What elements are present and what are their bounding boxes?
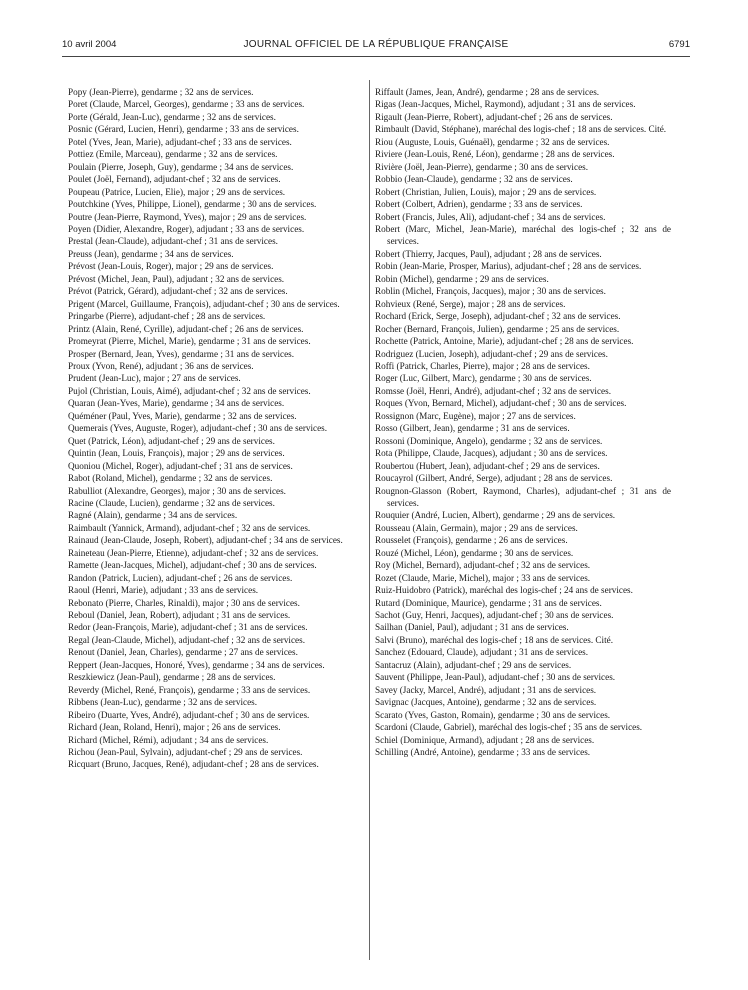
list-item: Rocher (Bernard, François, Julien), gendarme ; 25 ans de services. bbox=[375, 323, 620, 334]
list-item: Prévost (Jean-Louis, Roger), major ; 29 ans de services. bbox=[68, 261, 274, 272]
list-item: Popy (Jean-Pierre), gendarme ; 32 ans de services. bbox=[68, 87, 254, 97]
list-item: Rivière (Joël, Jean-Pierre), gendarme ; 30 ans de services. bbox=[375, 161, 589, 172]
list-item: Sauvent (Philippe, Jean-Paul), adjudant-chef ; 30 ans de services. bbox=[375, 672, 616, 683]
list-item: Richard (Jean, Roland, Henri), major ; 26 ans de services. bbox=[68, 722, 281, 733]
list-item: Reverdy (Michel, René, François), gendarme ; 33 ans de services. bbox=[68, 684, 311, 695]
list-item: Savignac (Jacques, Antoine), gendarme ; 32 ans de services. bbox=[375, 697, 597, 708]
list-item: Robert (Colbert, Adrien), gendarme ; 33 ans de services. bbox=[375, 199, 583, 210]
list-item: Poupeau (Patrice, Lucien, Elie), major ; 29 ans de services. bbox=[68, 186, 286, 197]
list-item: Redor (Jean-François, Marie), adjudant-chef ; 31 ans de services. bbox=[68, 622, 308, 633]
list-item: Prigent (Marcel, Guillaume, François), adjudant-chef ; 30 ans de services. bbox=[68, 298, 340, 309]
list-item: Prévot (Patrick, Gérard), adjudant-chef ; 32 ans de services. bbox=[68, 286, 288, 297]
list-item: Rouquier (André, Lucien, Albert), gendarme ; 29 ans de services. bbox=[375, 510, 616, 521]
list-item: Sachot (Guy, Henri, Jacques), adjudant-chef ; 30 ans de services. bbox=[375, 610, 614, 621]
list-item: Roblin (Michel, François, Jacques), major ; 30 ans de services. bbox=[375, 286, 606, 297]
list-item: Raineteau (Jean-Pierre, Etienne), adjudant-chef ; 32 ans de services. bbox=[68, 547, 319, 558]
list-item: Roubertou (Hubert, Jean), adjudant-chef ; 29 ans de services. bbox=[375, 460, 600, 471]
list-item: Quaran (Jean-Yves, Marie), gendarme ; 34 ans de services. bbox=[68, 398, 285, 409]
list-item: Schiel (Dominique, Armand), adjudant ; 28 ans de services. bbox=[375, 734, 595, 745]
list-item: Santacruz (Alain), adjudant-chef ; 29 ans de services. bbox=[375, 659, 572, 670]
header-rule bbox=[62, 56, 690, 57]
list-item: Pujol (Christian, Louis, Aimé), adjudant-chef ; 32 ans de services. bbox=[68, 385, 311, 396]
list-item: Savey (Jacky, Marcel, André), adjudant ; 31 ans de services. bbox=[375, 684, 597, 695]
list-item: Rigault (Jean-Pierre, Robert), adjudant-chef ; 26 ans de services. bbox=[375, 111, 613, 122]
list-item: Prudent (Jean-Luc), major ; 27 ans de services. bbox=[68, 373, 241, 384]
list-item: Robert (Marc, Michel, Jean-Marie), maréchal des logis-chef ; 32 ans de services. bbox=[375, 223, 671, 247]
list-item: Robert (Francis, Jules, Ali), adjudant-chef ; 34 ans de services. bbox=[375, 211, 606, 222]
list-item: Riffault (James, Jean, André), gendarme ; 28 ans de services. bbox=[375, 87, 600, 97]
list-item: Romsse (Joël, Henri, André), adjudant-chef ; 32 ans de services. bbox=[375, 385, 611, 396]
list-item: Ruiz-Huidobro (Patrick), maréchal des logis-chef ; 24 ans de services. bbox=[375, 585, 633, 596]
list-item: Rouzé (Michel, Léon), gendarme ; 30 ans de services. bbox=[375, 547, 574, 558]
list-item: Ragné (Alain), gendarme ; 34 ans de services. bbox=[68, 510, 238, 521]
list-item: Rabulliot (Alexandre, Georges), major ; 30 ans de services. bbox=[68, 485, 286, 496]
column-divider bbox=[369, 80, 370, 960]
list-item: Printz (Alain, René, Cyrille), adjudant-chef ; 26 ans de services. bbox=[68, 323, 304, 334]
issue-date: 10 avril 2004 bbox=[62, 39, 117, 50]
right-column bbox=[375, 86, 671, 758]
list-item: Ricquart (Bruno, Jacques, René), adjudant-chef ; 28 ans de services. bbox=[68, 759, 319, 770]
list-item: Quemerais (Yves, Auguste, Roger), adjudant-chef ; 30 ans de services. bbox=[68, 423, 328, 434]
list-item: Prosper (Bernard, Jean, Yves), gendarme ; 31 ans de services. bbox=[68, 348, 295, 359]
list-item: Roucayrol (Gilbert, André, Serge), adjudant ; 28 ans de services. bbox=[375, 473, 613, 484]
list-item: Roy (Michel, Bernard), adjudant-chef ; 32 ans de services. bbox=[375, 560, 591, 571]
list-item: Ribeiro (Duarte, Yves, André), adjudant-chef ; 30 ans de services. bbox=[68, 709, 310, 720]
list-item: Poulet (Joël, Fernand), adjudant-chef ; 32 ans de services. bbox=[68, 174, 281, 185]
list-item: Rimbault (David, Stéphane), maréchal des logis-chef ; 18 ans de services. Cité. bbox=[375, 124, 667, 135]
list-item: Reppert (Jean-Jacques, Honoré, Yves), gendarme ; 34 ans de services. bbox=[68, 659, 325, 670]
list-item: Riviere (Jean-Louis, René, Léon), gendarme ; 28 ans de services. bbox=[375, 149, 615, 160]
list-item: Rossoni (Dominique, Angelo), gendarme ; 32 ans de services. bbox=[375, 435, 603, 446]
list-item: Quoniou (Michel, Roger), adjudant-chef ; 31 ans de services. bbox=[68, 460, 293, 471]
list-item: Pottiez (Emile, Marceau), gendarme ; 32 ans de services. bbox=[68, 149, 278, 160]
list-item: Rainaud (Jean-Claude, Joseph, Robert), adjudant-chef ; 34 ans de services. bbox=[68, 535, 343, 546]
list-item: Rougnon-Glasson (Robert, Raymond, Charles), adjudant-chef ; 31 ans de services. bbox=[375, 485, 671, 508]
list-item: Porte (Gérald, Jean-Luc), gendarme ; 32 ans de services. bbox=[68, 111, 276, 122]
list-item: Reszkiewicz (Jean-Paul), gendarme ; 28 ans de services. bbox=[68, 672, 276, 683]
list-item: Rigas (Jean-Jacques, Michel, Raymond), adjudant ; 31 ans de services. bbox=[375, 99, 636, 110]
list-item: Quéméner (Paul, Yves, Marie), gendarme ; 32 ans de services. bbox=[68, 410, 297, 421]
list-item: Promeyrat (Pierre, Michel, Marie), gendarme ; 31 ans de services. bbox=[68, 336, 311, 347]
list-item: Racine (Claude, Lucien), gendarme ; 32 ans de services. bbox=[68, 497, 275, 508]
journal-title: JOURNAL OFFICIEL DE LA RÉPUBLIQUE FRANÇAISE bbox=[243, 39, 509, 50]
list-item: Rozet (Claude, Marie, Michel), major ; 33 ans de services. bbox=[375, 572, 591, 583]
list-item: Rodriguez (Lucien, Joseph), adjudant-chef ; 29 ans de services. bbox=[375, 348, 608, 359]
list-item: Randon (Patrick, Lucien), adjudant-chef ; 26 ans de services. bbox=[68, 572, 293, 583]
list-item: Poyen (Didier, Alexandre, Roger), adjudant ; 33 ans de services. bbox=[68, 223, 305, 234]
list-item: Rosso (Gilbert, Jean), gendarme ; 31 ans de services. bbox=[375, 423, 570, 434]
list-item: Scarato (Yves, Gaston, Romain), gendarme ; 30 ans de services. bbox=[375, 709, 611, 720]
list-item: Rabot (Roland, Michel), gendarme ; 32 ans de services. bbox=[68, 473, 273, 484]
left-column bbox=[68, 86, 364, 771]
list-item: Roger (Luc, Gilbert, Marc), gendarme ; 30 ans de services. bbox=[375, 373, 592, 384]
list-item: Reboul (Daniel, Jean, Robert), adjudant ; 31 ans de services. bbox=[68, 610, 291, 621]
list-item: Richard (Michel, Rémi), adjudant ; 34 ans de services. bbox=[68, 734, 269, 745]
list-item: Rebonato (Pierre, Charles, Rinaldi), major ; 30 ans de services. bbox=[68, 597, 300, 608]
list-item: Roques (Yvon, Bernard, Michel), adjudant-chef ; 30 ans de services. bbox=[375, 398, 627, 409]
list-item: Rousseau (Alain, Germain), major ; 29 ans de services. bbox=[375, 522, 578, 533]
list-item: Preuss (Jean), gendarme ; 34 ans de services. bbox=[68, 248, 234, 259]
list-item: Raoul (Henri, Marie), adjudant ; 33 ans de services. bbox=[68, 585, 259, 596]
list-item: Raimbault (Yannick, Armand), adjudant-chef ; 32 ans de services. bbox=[68, 522, 311, 533]
list-item: Posnic (Gérard, Lucien, Henri), gendarme ; 33 ans de services. bbox=[68, 124, 299, 135]
list-item: Pringarbe (Pierre), adjudant-chef ; 28 ans de services. bbox=[68, 311, 266, 322]
list-item: Rochette (Patrick, Antoine, Marie), adjudant-chef ; 28 ans de services. bbox=[375, 336, 634, 347]
list-item: Scardoni (Claude, Gabriel), maréchal des logis-chef ; 35 ans de services. bbox=[375, 722, 643, 733]
list-item: Robbio (Jean-Claude), gendarme ; 32 ans de services. bbox=[375, 174, 573, 185]
list-item: Poret (Claude, Marcel, Georges), gendarme ; 33 ans de services. bbox=[68, 99, 305, 110]
list-item: Rohvieux (René, Serge), major ; 28 ans de services. bbox=[375, 298, 566, 309]
list-item: Quintin (Jean, Louis, François), major ; 29 ans de services. bbox=[68, 448, 285, 459]
page-header bbox=[62, 39, 690, 53]
list-item: Rossignon (Marc, Eugène), major ; 27 ans de services. bbox=[375, 410, 576, 421]
list-item: Sailhan (Daniel, Paul), adjudant ; 31 ans de services. bbox=[375, 622, 569, 633]
list-item: Potel (Yves, Jean, Marie), adjudant-chef ; 33 ans de services. bbox=[68, 136, 292, 147]
list-item: Poulain (Pierre, Joseph, Guy), gendarme ; 34 ans de services. bbox=[68, 161, 294, 172]
list-item: Ramette (Jean-Jacques, Michel), adjudant-chef ; 30 ans de services. bbox=[68, 560, 317, 571]
list-item: Rochard (Erick, Serge, Joseph), adjudant-chef ; 32 ans de services. bbox=[375, 311, 621, 322]
list-item: Robert (Thierry, Jacques, Paul), adjudant ; 28 ans de services. bbox=[375, 248, 602, 259]
list-item: Rota (Philippe, Claude, Jacques), adjudant ; 30 ans de services. bbox=[375, 448, 608, 459]
list-item: Quet (Patrick, Léon), adjudant-chef ; 29 ans de services. bbox=[68, 435, 275, 446]
list-item: Riou (Auguste, Louis, Guénaël), gendarme ; 32 ans de services. bbox=[375, 136, 610, 147]
list-item: Roffi (Patrick, Charles, Pierre), major ; 28 ans de services. bbox=[375, 360, 590, 371]
list-item: Poutchkine (Yves, Philippe, Lionel), gendarme ; 30 ans de services. bbox=[68, 199, 317, 210]
list-item: Robert (Christian, Julien, Louis), major ; 29 ans de services. bbox=[375, 186, 597, 197]
list-item: Prestal (Jean-Claude), adjudant-chef ; 31 ans de services. bbox=[68, 236, 278, 247]
page-number: 6791 bbox=[668, 39, 690, 50]
list-item: Schilling (André, Antoine), gendarme ; 33 ans de services. bbox=[375, 747, 591, 758]
list-item: Regal (Jean-Claude, Michel), adjudant-chef ; 32 ans de services. bbox=[68, 634, 305, 645]
list-item: Sanchez (Edouard, Claude), adjudant ; 31 ans de services. bbox=[375, 647, 589, 658]
list-item: Proux (Yvon, René), adjudant ; 36 ans de services. bbox=[68, 360, 254, 371]
list-item: Richou (Jean-Paul, Sylvain), adjudant-chef ; 29 ans de services. bbox=[68, 747, 303, 758]
list-item: Rousselet (François), gendarme ; 26 ans de services. bbox=[375, 535, 568, 546]
list-item: Salvi (Bruno), maréchal des logis-chef ; 18 ans de services. Cité. bbox=[375, 634, 614, 645]
list-item: Prévost (Michel, Jean, Paul), adjudant ; 32 ans de services. bbox=[68, 273, 285, 284]
list-item: Poutre (Jean-Pierre, Raymond, Yves), major ; 29 ans de services. bbox=[68, 211, 307, 222]
list-item: Robin (Jean-Marie, Prosper, Marius), adjudant-chef ; 28 ans de services. bbox=[375, 261, 642, 272]
list-item: Robin (Michel), gendarme ; 29 ans de services. bbox=[375, 273, 549, 284]
list-item: Renout (Daniel, Jean, Charles), gendarme ; 27 ans de services. bbox=[68, 647, 298, 658]
list-item: Rutard (Dominique, Maurice), gendarme ; 31 ans de services. bbox=[375, 597, 602, 608]
list-item: Ribbens (Jean-Luc), gendarme ; 32 ans de services. bbox=[68, 697, 258, 708]
